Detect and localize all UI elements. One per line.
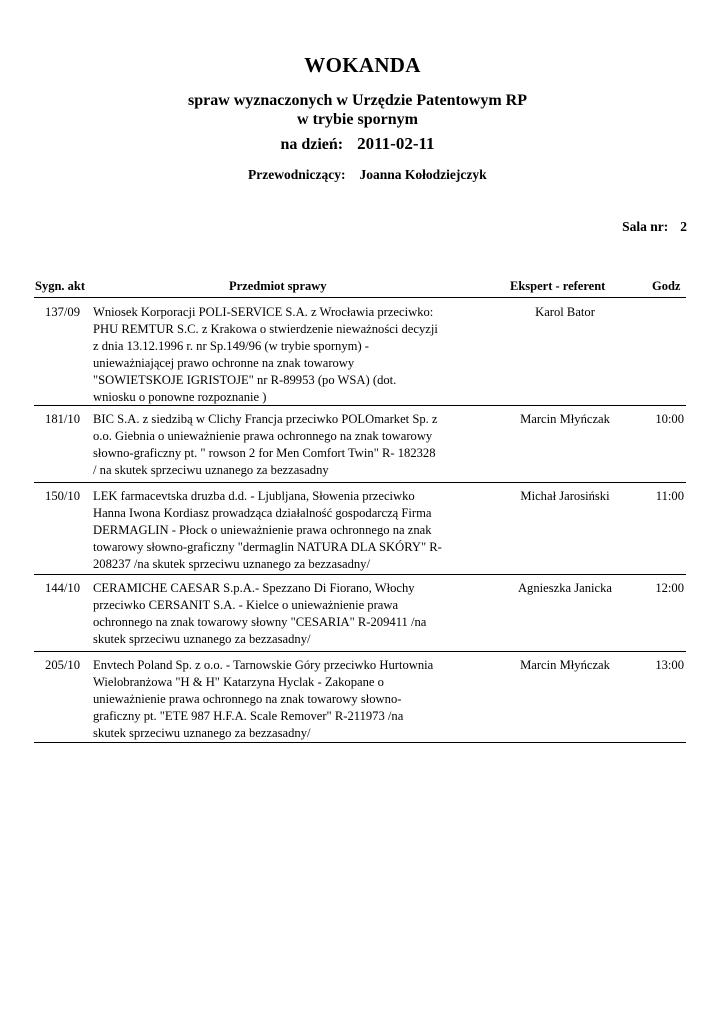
expert-name: Marcin Młyńczak — [520, 412, 610, 426]
case-subject-line: ochronnego na znak towarowy słowny "CESARIA" R-209411 /na — [93, 615, 427, 629]
case-number: 205/10 — [45, 658, 80, 672]
case-subject-line: graficzny pt. "ETE 987 H.F.A. Scale Remover" R-211973 /na — [93, 709, 404, 723]
case-subject-line: towarowy słowno-graficzny "dermaglin NATURA DLA SKÓRY" R- — [93, 540, 442, 554]
case-subject-line: DERMAGLIN - Płock o unieważnienie prawa ochronnego na znak — [93, 523, 432, 537]
case-subject — [93, 411, 465, 479]
case-subject-line: LEK farmacevtska druzba d.d. - Ljubljana, Słowenia przeciwko — [93, 489, 415, 503]
expert-name: Agnieszka Janicka — [517, 581, 613, 595]
case-subject-line: o.o. Giebnia o unieważnienie prawa ochronnego na znak towarowy — [93, 429, 433, 443]
hearing-time: 12:00 — [655, 581, 684, 595]
chair-label: Przewodniczący: — [248, 167, 346, 182]
case-subject-line: Wniosek Korporacji POLI-SERVICE S.A. z Wrocławia przeciwko: — [93, 305, 434, 319]
case-subject-line: słowno-graficzny pt. " rowson 2 for Men Comfort Twin" R- 182328 — [93, 446, 436, 460]
room-label: Sala nr: — [622, 219, 669, 234]
case-subject — [93, 488, 465, 573]
case-subject-line: wniosku o ponowne rozpoznanie ) — [93, 390, 267, 404]
case-subject-line: unieważniającej prawo ochronne na znak towarowy — [93, 356, 355, 370]
case-subject-line: skutek sprzeciwu uznanego za bezzasadny/ — [93, 726, 311, 740]
case-subject-line: PHU REMTUR S.C. z Krakowa o stwierdzenie nieważności decyzji — [93, 322, 438, 336]
table-row — [34, 574, 686, 652]
case-number: 181/10 — [45, 412, 80, 426]
col-header-subject: Przedmiot sprawy — [229, 279, 327, 293]
table-row — [34, 482, 686, 575]
chairperson — [248, 167, 487, 183]
hearing-time: 10:00 — [655, 412, 684, 426]
table-header — [34, 279, 686, 298]
case-subject-line: / na skutek sprzeciwu uznanego za bezzasadny — [93, 463, 329, 477]
page-title: WOKANDA — [304, 53, 421, 77]
expert-name: Marcin Młyńczak — [520, 658, 610, 672]
col-header-case-number: Sygn. akt — [35, 279, 86, 293]
case-number: 137/09 — [45, 305, 80, 319]
case-subject-line: Envtech Poland Sp. z o.o. - Tarnowskie Góry przeciwko Hurtownia — [93, 658, 434, 672]
subtitle-line-1: spraw wyznaczonych w Urzędzie Patentowym RP — [187, 92, 528, 109]
case-subject-line: przeciwko CERSANIT S.A. - Kielce o unieważnienie prawa — [93, 598, 399, 612]
col-header-expert: Ekspert - referent — [510, 279, 606, 293]
table-row — [34, 651, 686, 743]
expert-name: Michał Jarosiński — [520, 489, 610, 503]
hearing-time: 13:00 — [655, 658, 684, 672]
case-subject-line: CERAMICHE CAESAR S.p.A.- Spezzano Di Fiorano, Włochy — [93, 581, 415, 595]
table-row — [34, 405, 686, 483]
expert-name: Karol Bator — [535, 305, 595, 319]
case-subject-line: unieważnienie prawa ochronnego na znak towarowy słowno- — [93, 692, 402, 706]
case-subject-line: "SOWIETSKOJE IGRISTOJE" nr R-89953 (po WSA) (dot. — [93, 373, 397, 387]
date-label: na dzień: — [280, 136, 344, 153]
subtitle-line-2: w trybie spornym — [297, 111, 418, 128]
room-number — [622, 219, 687, 235]
case-subject-line: BIC S.A. z siedzibą w Clichy Francja przeciwko POLOmarket Sp. z — [93, 412, 438, 426]
case-subject — [93, 580, 465, 648]
case-subject — [93, 304, 465, 406]
hearing-time: 11:00 — [655, 489, 684, 503]
case-subject-line: Hanna Iwona Kordiasz prowadząca działalność gospodarczą Firma — [93, 506, 432, 520]
chair-value: Joanna Kołodziejczyk — [359, 167, 487, 182]
case-subject-line: z dnia 13.12.1996 r. nr Sp.149/96 (w trybie spornym) - — [93, 339, 369, 353]
col-header-time: Godz — [652, 279, 681, 293]
table-row — [34, 298, 686, 406]
hearing-date — [0, 134, 715, 154]
case-subject-line: skutek sprzeciwu uznanego za bezzasadny/ — [93, 632, 311, 646]
date-value: 2011-02-11 — [357, 134, 435, 153]
case-subject-line: 208237 /na skutek sprzeciwu uznanego za bezzasadny/ — [93, 557, 370, 571]
case-subject — [93, 657, 465, 742]
case-number: 144/10 — [45, 581, 80, 595]
case-subject-line: Wielobranżowa "H & H" Katarzyna Hyclak - Zakopane o — [93, 675, 384, 689]
case-number: 150/10 — [45, 489, 80, 503]
room-value: 2 — [680, 219, 687, 234]
